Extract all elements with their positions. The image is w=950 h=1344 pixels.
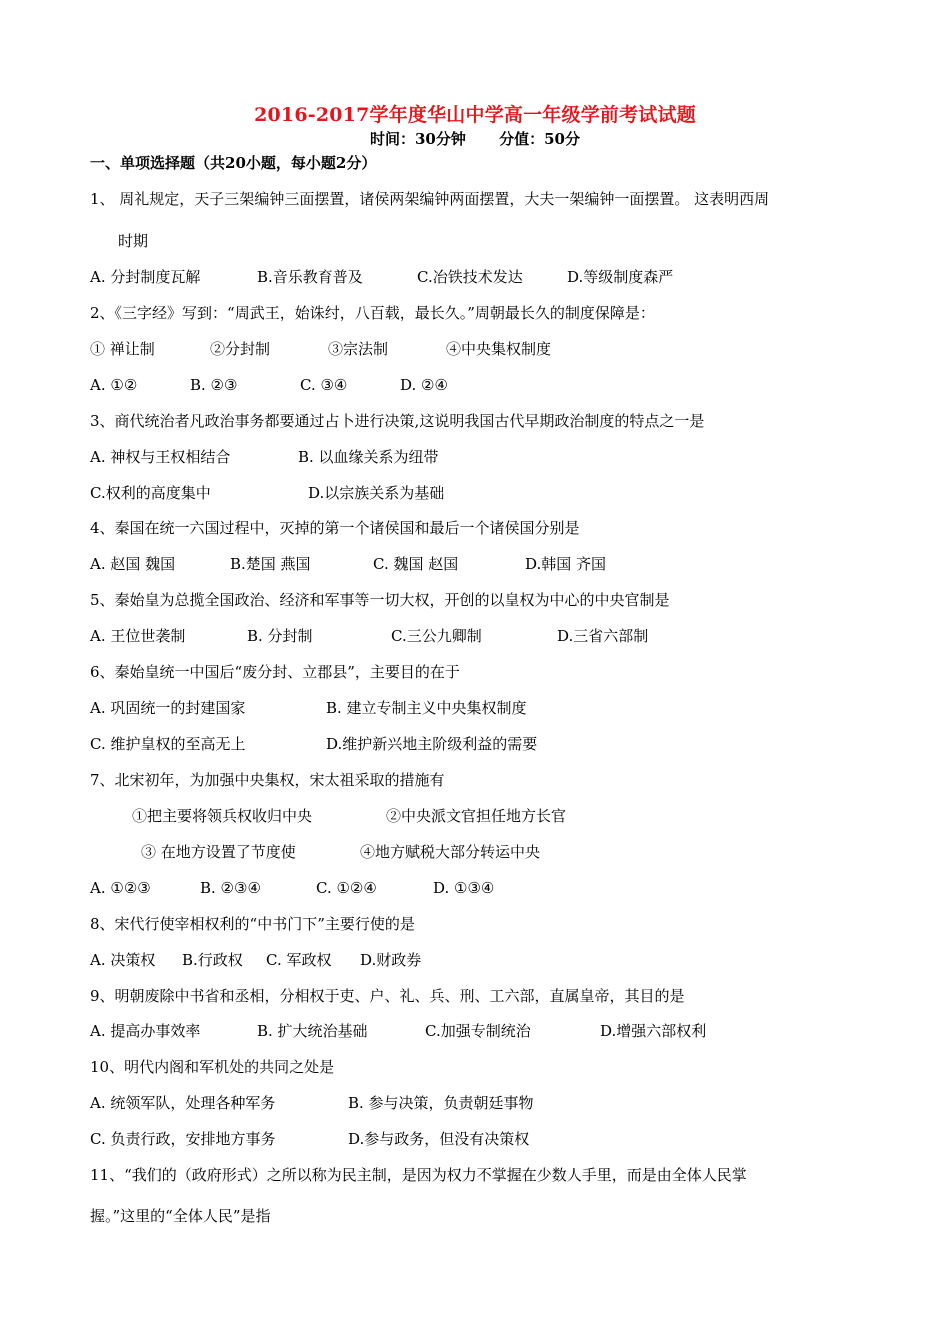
q7-item-2: ②中央派文官担任地方长官: [386, 807, 567, 825]
q7-option-c: C. ①②④: [316, 879, 377, 897]
q4-stem: 4、秦国在统一六国过程中，灭掉的第一个诸侯国和最后一个诸侯国分别是: [90, 519, 580, 537]
exam-time: 时间：30分钟: [370, 130, 466, 148]
q2-item-3: ③宗法制: [328, 340, 389, 358]
q4-option-d: D.韩国 齐国: [525, 555, 607, 573]
q6-stem: 6、秦始皇统一中国后“废分封、立郡县”，主要目的在于: [90, 663, 460, 681]
q2-option-b: B. ②③: [190, 376, 238, 394]
q4-option-c: C. 魏国 赵国: [373, 555, 459, 573]
q7-option-b: B. ②③④: [200, 879, 261, 897]
q6-option-c: C. 维护皇权的至高无上: [90, 735, 246, 753]
q2-stem: 2、《三字经》写到：“周武王，始诛纣，八百载，最长久。”周朝最长久的制度保障是：: [90, 304, 655, 322]
q2-option-c: C. ③④: [300, 376, 348, 394]
q3-option-a: A. 神权与王权相结合: [90, 448, 231, 466]
q5-option-b: B. 分封制: [247, 627, 313, 645]
q10-stem: 10、明代内阁和军机处的共同之处是: [90, 1058, 335, 1076]
q9-option-a: A. 提高办事效率: [90, 1022, 201, 1040]
q9-option-d: D.增强六部权利: [600, 1022, 707, 1040]
q1-option-b: B.音乐教育普及: [257, 268, 363, 286]
q7-option-d: D. ①③④: [433, 879, 495, 897]
q11-stem: 11、“我们的（政府形式）之所以称为民主制，是因为权力不掌握在少数人手里，而是由全体人民掌: [90, 1166, 747, 1184]
q3-stem: 3、商代统治者凡政治事务都要通过占卜进行决策,这说明我国古代早期政治制度的特点之一是: [90, 412, 705, 430]
q5-option-a: A. 王位世袭制: [90, 627, 186, 645]
q10-option-b: B. 参与决策，负责朝廷事物: [348, 1094, 534, 1112]
exam-title: 2016-2017学年度华山中学高一年级学前考试试题: [254, 104, 696, 126]
q6-option-d: D.维护新兴地主阶级利益的需要: [326, 735, 538, 753]
q1-option-a: A. 分封制度瓦解: [90, 268, 201, 286]
q10-option-a: A. 统领军队，处理各种军务: [90, 1094, 276, 1112]
q10-option-d: D.参与政务，但没有决策权: [348, 1130, 530, 1148]
q5-stem: 5、秦始皇为总揽全国政治、经济和军事等一切大权，开创的以皇权为中心的中央官制是: [90, 591, 670, 609]
q7-item-1: ①把主要将领兵权收归中央: [132, 807, 313, 825]
q8-option-d: D.财政券: [360, 951, 422, 969]
q8-option-a: A. 决策权: [90, 951, 156, 969]
q6-option-b: B. 建立专制主义中央集权制度: [326, 699, 527, 717]
q3-option-c: C.权利的高度集中: [90, 484, 211, 502]
q7-option-a: A. ①②③: [90, 879, 151, 897]
q7-stem: 7、北宋初年，为加强中央集权，宋太祖采取的措施有: [90, 771, 445, 789]
q1-stem: 1、 周礼规定，天子三架编钟三面摆置，诸侯两架编钟两面摆置，大夫一架编钟一面摆置。 这表明西周: [90, 190, 770, 208]
q4-option-b: B.楚国 燕国: [230, 555, 311, 573]
q8-option-b: B.行政权: [182, 951, 243, 969]
q9-option-b: B. 扩大统治基础: [257, 1022, 368, 1040]
q1-option-c: C.冶铁技术发达: [417, 268, 523, 286]
q2-item-1: ① 禅让制: [90, 340, 155, 358]
exam-score: 分值：50分: [499, 130, 580, 148]
q11-stem-cont: 握。”这里的“全体人民”是指: [90, 1207, 271, 1225]
q10-option-c: C. 负责行政，安排地方事务: [90, 1130, 276, 1148]
q1-option-d: D.等级制度森严: [567, 268, 674, 286]
q2-item-4: ④中央集权制度: [446, 340, 552, 358]
q9-stem: 9、明朝废除中书省和丞相，分相权于吏、户、礼、兵、刑、工六部，直属皇帝，其目的是: [90, 987, 685, 1005]
q6-option-a: A. 巩固统一的封建国家: [90, 699, 246, 717]
q5-option-d: D.三省六部制: [557, 627, 649, 645]
q3-option-b: B. 以血缘关系为纽带: [298, 448, 439, 466]
section-heading: 一、单项选择题（共20小题，每小题2分）: [90, 154, 377, 172]
q2-item-2: ②分封制: [210, 340, 271, 358]
q9-option-c: C.加强专制统治: [425, 1022, 531, 1040]
q8-stem: 8、宋代行使宰相权利的“中书门下”主要行使的是: [90, 915, 415, 933]
q3-option-d: D.以宗族关系为基础: [308, 484, 445, 502]
q5-option-c: C.三公九卿制: [391, 627, 482, 645]
exam-subtitle: [0, 128, 950, 149]
q2-option-d: D. ②④: [400, 376, 448, 394]
q8-option-c: C. 军政权: [266, 951, 332, 969]
q2-option-a: A. ①②: [90, 376, 138, 394]
q4-option-a: A. 赵国 魏国: [90, 555, 176, 573]
q1-stem-cont: 时期: [118, 232, 149, 250]
q7-item-4: ④地方赋税大部分转运中央: [360, 843, 541, 861]
q7-item-3: ③ 在地方设置了节度使: [141, 843, 296, 861]
